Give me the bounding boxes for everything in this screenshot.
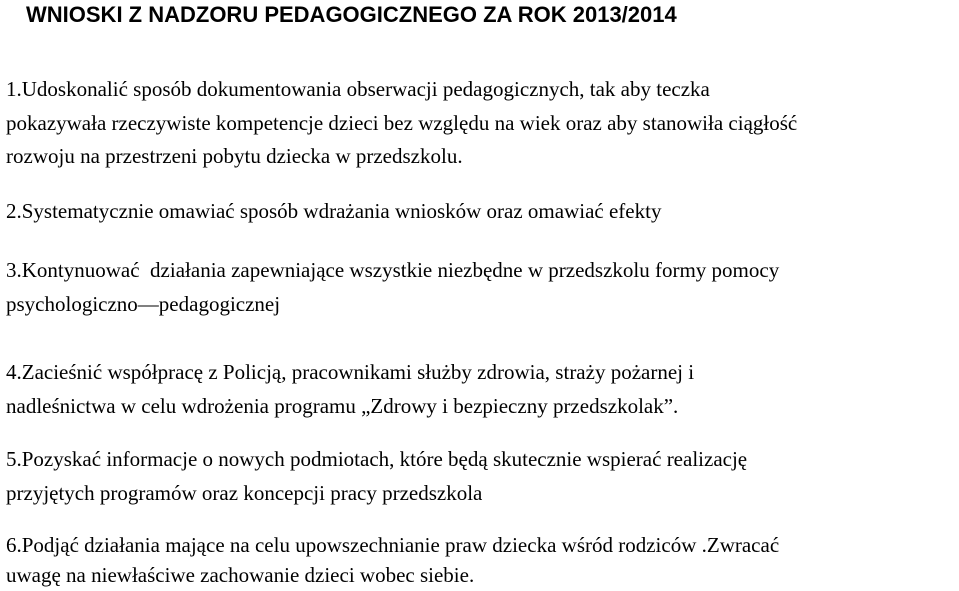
item-line: 4.Zacieśnić współpracę z Policją, pracownikami służby zdrowia, straży pożarnej i [6,360,695,384]
conclusion-item-3 [6,254,951,321]
item-line: 1.Udoskonalić sposób dokumentowania obserwacji pedagogicznych, tak aby teczka [6,77,710,101]
item-line: przyjętych programów oraz koncepcji pracy przedszkola [6,480,483,505]
item-line: pokazywała rzeczywiste kompetencje dzieci bez względu na wiek oraz aby stanowiła ciągłość [6,110,798,135]
item-line: nadleśnictwa w celu wdrożenia programu „Zdrowy i bezpieczny przedszkolak”. [6,393,679,418]
conclusion-item-1 [6,73,951,174]
page-title: WNIOSKI Z NADZORU PEDAGOGICZNEGO ZA ROK 2013/2014 [26,2,677,27]
item-line: 2.Systematycznie omawiać sposób wdrażania wniosków oraz omawiać efekty [6,199,662,223]
item-line: 3.Kontynuować działania zapewniające wszystkie niezbędne w przedszkolu formy pomocy [6,258,780,282]
item-line: 6.Podjąć działania mające na celu upowszechnianie praw dziecka wśród rodziców .Zwracać [6,533,780,557]
item-line: rozwoju na przestrzeni pobytu dziecka w przedszkolu. [6,144,463,168]
item-line: 5.Pozyskać informacje o nowych podmiotach, które będą skutecznie wspierać realizację [6,447,748,471]
conclusion-item-4 [6,356,951,423]
item-line: uwagę na niewłaściwe zachowanie dzieci wobec siebie. [6,563,475,587]
conclusion-item-2 [6,195,951,229]
conclusion-item-6 [6,530,951,590]
conclusion-item-5 [6,443,951,510]
item-line: psychologiczno—pedagogicznej [6,291,281,316]
